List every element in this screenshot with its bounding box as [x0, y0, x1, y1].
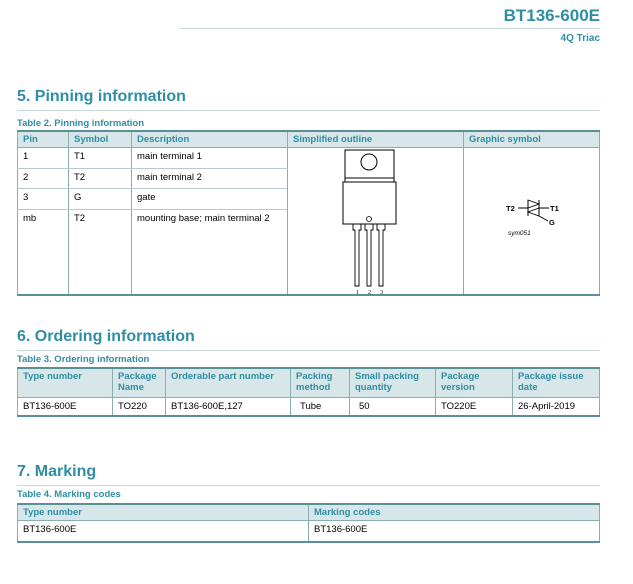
table-header-row — [18, 504, 600, 521]
lead-2 — [365, 224, 373, 286]
col-graphic-symbol: Graphic symbol — [464, 131, 600, 148]
col-package-version: Package version — [436, 368, 513, 398]
body-mark — [367, 217, 372, 222]
cell-marking-code: BT136-600E — [309, 521, 600, 543]
section-marking-heading: 7. Marking — [17, 463, 97, 480]
package-body — [343, 182, 396, 224]
section-rule — [17, 350, 600, 351]
col-packing-method: Packing method — [291, 368, 350, 398]
tab-step — [345, 178, 394, 182]
col-type-number: Type number — [18, 368, 113, 398]
symbol-label-t1: T1 — [550, 204, 559, 213]
col-pin: Pin — [18, 131, 69, 148]
table-caption: Table 2. Pinning information — [17, 118, 145, 129]
cell-symbol: T2 — [69, 210, 132, 296]
triac-symbol — [464, 148, 599, 294]
col-orderable-part: Orderable part number — [166, 368, 291, 398]
cell-type-number: BT136-600E — [18, 398, 113, 417]
cell-symbol: T2 — [69, 168, 132, 189]
cell-issue-date: 26-April-2019 — [513, 398, 600, 417]
cell-description: main terminal 1 — [132, 148, 288, 169]
section-rule — [17, 110, 600, 111]
section-rule — [17, 485, 600, 486]
symbol-ref-code: sym051 — [508, 230, 531, 237]
lead-1 — [353, 224, 361, 286]
lead-label-2: 2 — [368, 290, 371, 294]
cell-packing-quantity: 50 — [350, 398, 436, 417]
col-issue-date: Package issue date — [513, 368, 600, 398]
document-title: BT136-600E — [503, 6, 600, 25]
table-row — [18, 398, 600, 417]
cell-symbol: T1 — [69, 148, 132, 169]
col-marking-codes: Marking codes — [309, 504, 600, 521]
document-subtitle: 4Q Triac — [560, 33, 600, 44]
cell-package-name: TO220 — [113, 398, 166, 417]
cell-pin: mb — [18, 210, 69, 296]
lead-label-1: 1 — [356, 290, 359, 294]
cell-pin: 2 — [18, 168, 69, 189]
symbol-label-g: G — [549, 218, 555, 227]
cell-orderable-part: BT136-600E,127 — [166, 398, 291, 417]
lead-3 — [377, 224, 385, 286]
cell-symbol: G — [69, 189, 132, 210]
lead-label-3: 3 — [380, 290, 383, 294]
col-description: Description — [132, 131, 288, 148]
cell-package-version: TO220E — [436, 398, 513, 417]
outline-cell — [288, 148, 464, 296]
cell-pin: 3 — [18, 189, 69, 210]
cell-description: gate — [132, 189, 288, 210]
col-outline: Simplified outline — [288, 131, 464, 148]
cell-type-number: BT136-600E — [18, 521, 309, 543]
table-caption: Table 4. Marking codes — [17, 489, 121, 500]
cell-pin: 1 — [18, 148, 69, 169]
table-row — [18, 521, 600, 543]
table-caption: Table 3. Ordering information — [17, 354, 150, 365]
cell-description: main terminal 2 — [132, 168, 288, 189]
col-symbol: Symbol — [69, 131, 132, 148]
header-rule — [180, 28, 600, 29]
table-row — [18, 148, 600, 169]
to220-outline-drawing — [288, 148, 460, 294]
table-header-row — [18, 368, 600, 398]
pinning-table — [17, 130, 600, 296]
cell-packing-method: Tube — [291, 398, 350, 417]
graphic-symbol-cell — [464, 148, 600, 296]
col-type-number: Type number — [18, 504, 309, 521]
ordering-table — [17, 367, 600, 417]
mounting-hole — [361, 154, 377, 170]
marking-table — [17, 503, 600, 543]
cell-description: mounting base; main terminal 2 — [132, 210, 288, 296]
col-packing-quantity: Small packing quantity — [350, 368, 436, 398]
symbol-label-t2: T2 — [506, 204, 515, 213]
table-header-row — [18, 131, 600, 148]
section-ordering-heading: 6. Ordering information — [17, 328, 195, 345]
col-package-name: Package Name — [113, 368, 166, 398]
section-pinning-heading: 5. Pinning information — [17, 88, 186, 105]
